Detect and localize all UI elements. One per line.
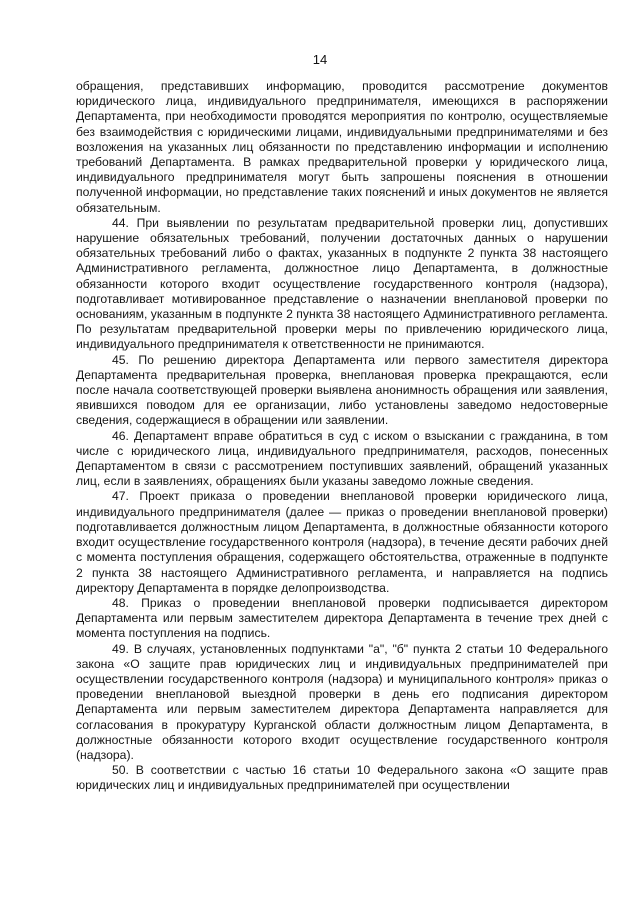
paragraph-48: 48. Приказ о проведении внеплановой проверки подписывается директором Департамента или первым заместителем директора Департамента в течение трех дней с момента поступления на подпись. xyxy=(76,595,608,641)
paragraph-49: 49. В случаях, установленных подпунктами "а", "б" пункта 2 статьи 10 Федерального закона «О защите прав юридических лиц и индивидуальных предпринимателей при осуществлении государственного контроля (надзора) и муниципального контроля» приказ о проведении внеплановой выездной проверки в день его подписания директором Департамента или первым заместителем директора Департамента направляется для согласования в прокуратуру Курганской области должностным лицом Департамента, в должностные обязанности которого входит осуществление государственного контроля (надзора). xyxy=(76,641,608,762)
paragraph-44: 44. При выявлении по результатам предварительной проверки лиц, допустивших нарушение обязательных требований, получении достаточных данных о нарушении обязательных требований либо о фактах, указанных в подпункте 2 пункта 38 настоящего Административного регламента, должностное лицо Департамента, в должностные обязанности которого входит осуществление государственного контроля (надзора), подготавливает мотивированное представление о назначении внеплановой проверки по основаниям, указанным в подпункте 2 пункта 38 настоящего Административного регламента. По результатам предварительной проверки меры по привлечению юридического лица, индивидуального предпринимателя к ответственности не принимаются. xyxy=(76,215,608,352)
paragraph-continuation: обращения, представивших информацию, проводится рассмотрение документов юридического лица, индивидуального предпринимателя, имеющихся в распоряжении Департамента, при необходимости проводятся мероприятия по контролю, осуществляемые без взаимодействия с юридическими лицами, индивидуальными предпринимателями и без возложения на указанных лиц обязанности по представлению информации и исполнению требований Департамента. В рамках предварительной проверки у юридического лица, индивидуального предпринимателя могут быть запрошены пояснения в отношении полученной информации, но представление таких пояснений и иных документов не является обязательным. xyxy=(76,79,608,215)
paragraph-47: 47. Проект приказа о проведении внеплановой проверки юридического лица, индивидуального предпринимателя (далее — приказ о проведении внеплановой проверки) подготавливается должностным лицом Департамента, в должностные обязанности которого входит осуществление государственного контроля (надзора), в течение десяти рабочих дней с момента поступления обращения, содержащего обстоятельства, отраженные в подпункте 2 пункта 38 настоящего Административного регламента, и направляется на подпись директору Департамента в порядке делопроизводства. xyxy=(76,489,608,595)
page-number: 14 xyxy=(312,52,328,67)
paragraph-50: 50. В соответствии с частью 16 статьи 10 Федерального закона «О защите прав юридических лиц и индивидуальных предпринимателей при осуществлении xyxy=(76,763,608,793)
paragraph-46: 46. Департамент вправе обратиться в суд с иском о взыскании с гражданина, в том числе с юридического лица, индивидуального предпринимателя, расходов, понесенных Департаментом в связи с рассмотрением поступивших заявлений, обращений указанных лиц, если в заявлениях, обращениях были указаны заведомо ложные сведения. xyxy=(76,428,608,489)
paragraph-45: 45. По решению директора Департамента или первого заместителя директора Департамента предварительная проверка, внеплановая проверка прекращаются, если после начала соответствующей проверки выявлена анонимность обращения или заявления, явившихся поводом для ее организации, либо установлены заведомо недостоверные сведения, содержащиеся в обращении или заявлении. xyxy=(76,352,608,428)
document-body xyxy=(76,79,608,794)
